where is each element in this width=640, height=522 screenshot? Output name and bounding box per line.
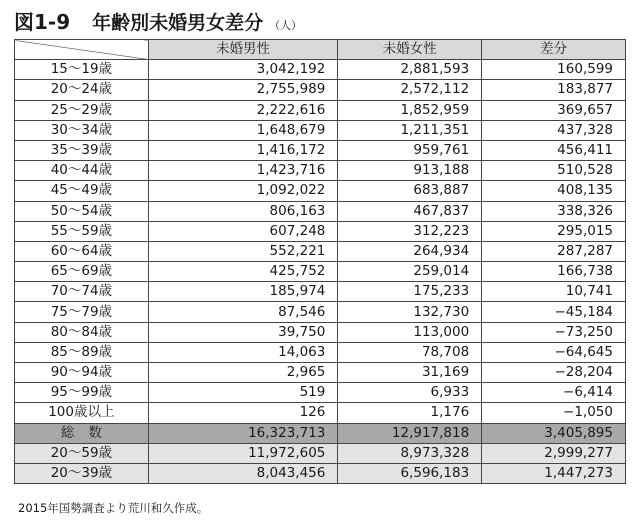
female-count: 2,881,593 <box>338 60 482 80</box>
female-count: 1,852,959 <box>338 100 482 120</box>
table-row <box>15 403 626 423</box>
age-label: 35〜39歳 <box>15 140 149 160</box>
table-row <box>15 181 626 201</box>
male-count: 185,974 <box>148 282 338 302</box>
age-label: 50〜54歳 <box>15 201 149 221</box>
age-label: 85〜89歳 <box>15 342 149 362</box>
diff-count: 1,447,273 <box>482 463 626 483</box>
col-header-female: 未婚女性 <box>338 40 482 60</box>
table-row <box>15 282 626 302</box>
table-row <box>15 161 626 181</box>
age-label: 90〜94歳 <box>15 363 149 383</box>
female-count: 2,572,112 <box>338 80 482 100</box>
age-label: 45〜49歳 <box>15 181 149 201</box>
diff-count: 369,657 <box>482 100 626 120</box>
figure-number: 図1-9 <box>14 10 71 34</box>
male-count: 14,063 <box>148 342 338 362</box>
diff-count: −6,414 <box>482 383 626 403</box>
male-count: 1,416,172 <box>148 140 338 160</box>
female-count: 1,211,351 <box>338 120 482 140</box>
female-count: 259,014 <box>338 262 482 282</box>
male-count: 519 <box>148 383 338 403</box>
male-count: 1,648,679 <box>148 120 338 140</box>
table-row <box>15 120 626 140</box>
female-count: 467,837 <box>338 201 482 221</box>
table-row <box>15 342 626 362</box>
age-label: 60〜64歳 <box>15 241 149 261</box>
subtotal-row <box>15 443 626 463</box>
diff-count: −28,204 <box>482 363 626 383</box>
table-row <box>15 302 626 322</box>
table-row <box>15 262 626 282</box>
subtotal-row <box>15 463 626 483</box>
female-count: 6,933 <box>338 383 482 403</box>
female-count: 12,917,818 <box>338 423 482 443</box>
age-label: 65〜69歳 <box>15 262 149 282</box>
age-label: 15〜19歳 <box>15 60 149 80</box>
age-label: 80〜84歳 <box>15 322 149 342</box>
table-row <box>15 140 626 160</box>
age-label: 25〜29歳 <box>15 100 149 120</box>
age-label: 20〜39歳 <box>15 463 149 483</box>
female-count: 264,934 <box>338 241 482 261</box>
age-label: 40〜44歳 <box>15 161 149 181</box>
diff-count: 437,328 <box>482 120 626 140</box>
male-count: 552,221 <box>148 241 338 261</box>
age-label: 95〜99歳 <box>15 383 149 403</box>
female-count: 8,973,328 <box>338 443 482 463</box>
col-header-male: 未婚男性 <box>148 40 338 60</box>
male-count: 2,965 <box>148 363 338 383</box>
table-row <box>15 201 626 221</box>
age-label-text: 総数 <box>60 424 116 441</box>
female-count: 312,223 <box>338 221 482 241</box>
male-count: 607,248 <box>148 221 338 241</box>
male-count: 16,323,713 <box>148 423 338 443</box>
male-count: 2,755,989 <box>148 80 338 100</box>
female-count: 683,887 <box>338 181 482 201</box>
age-label: 100歳以上 <box>15 403 149 423</box>
female-count: 78,708 <box>338 342 482 362</box>
male-count: 806,163 <box>148 201 338 221</box>
female-count: 6,596,183 <box>338 463 482 483</box>
male-count: 425,752 <box>148 262 338 282</box>
diff-count: 408,135 <box>482 181 626 201</box>
diff-count: 287,287 <box>482 241 626 261</box>
male-count: 126 <box>148 403 338 423</box>
corner-cell <box>15 40 149 60</box>
female-count: 1,176 <box>338 403 482 423</box>
age-label: 70〜74歳 <box>15 282 149 302</box>
female-count: 959,761 <box>338 140 482 160</box>
age-label: 55〜59歳 <box>15 221 149 241</box>
age-label <box>15 423 149 443</box>
source-note: 2015年国勢調査より荒川和久作成。 <box>18 501 209 515</box>
age-label: 20〜59歳 <box>15 443 149 463</box>
table-body <box>15 60 626 484</box>
table-row <box>15 241 626 261</box>
diff-count: 510,528 <box>482 161 626 181</box>
female-count: 132,730 <box>338 302 482 322</box>
female-count: 913,188 <box>338 161 482 181</box>
male-count: 2,222,616 <box>148 100 338 120</box>
female-count: 175,233 <box>338 282 482 302</box>
total-row <box>15 423 626 443</box>
table-row <box>15 322 626 342</box>
table-row <box>15 221 626 241</box>
female-count: 113,000 <box>338 322 482 342</box>
female-count: 31,169 <box>338 363 482 383</box>
table-row <box>15 383 626 403</box>
male-count: 39,750 <box>148 322 338 342</box>
table-row <box>15 60 626 80</box>
diff-count: 338,326 <box>482 201 626 221</box>
figure-name: 年齢別未婚男女差分 <box>92 12 264 34</box>
age-label: 20〜24歳 <box>15 80 149 100</box>
diff-count: 166,738 <box>482 262 626 282</box>
male-count: 11,972,605 <box>148 443 338 463</box>
diff-count: 456,411 <box>482 140 626 160</box>
male-count: 8,043,456 <box>148 463 338 483</box>
figure-title <box>14 6 302 36</box>
table-row <box>15 100 626 120</box>
unmarried-table <box>14 39 626 484</box>
diff-count: −73,250 <box>482 322 626 342</box>
age-label: 30〜34歳 <box>15 120 149 140</box>
diff-count: −45,184 <box>482 302 626 322</box>
diff-count: 2,999,277 <box>482 443 626 463</box>
male-count: 1,092,022 <box>148 181 338 201</box>
male-count: 1,423,716 <box>148 161 338 181</box>
male-count: 3,042,192 <box>148 60 338 80</box>
diff-count: −1,050 <box>482 403 626 423</box>
diff-count: 3,405,895 <box>482 423 626 443</box>
header-row <box>15 40 626 60</box>
diff-count: 295,015 <box>482 221 626 241</box>
table-row <box>15 363 626 383</box>
diff-count: 183,877 <box>482 80 626 100</box>
male-count: 87,546 <box>148 302 338 322</box>
col-header-diff: 差分 <box>482 40 626 60</box>
age-label: 75〜79歳 <box>15 302 149 322</box>
diff-count: 160,599 <box>482 60 626 80</box>
diff-count: 10,741 <box>482 282 626 302</box>
table-row <box>15 80 626 100</box>
diff-count: −64,645 <box>482 342 626 362</box>
unit-label: （人） <box>269 19 303 32</box>
